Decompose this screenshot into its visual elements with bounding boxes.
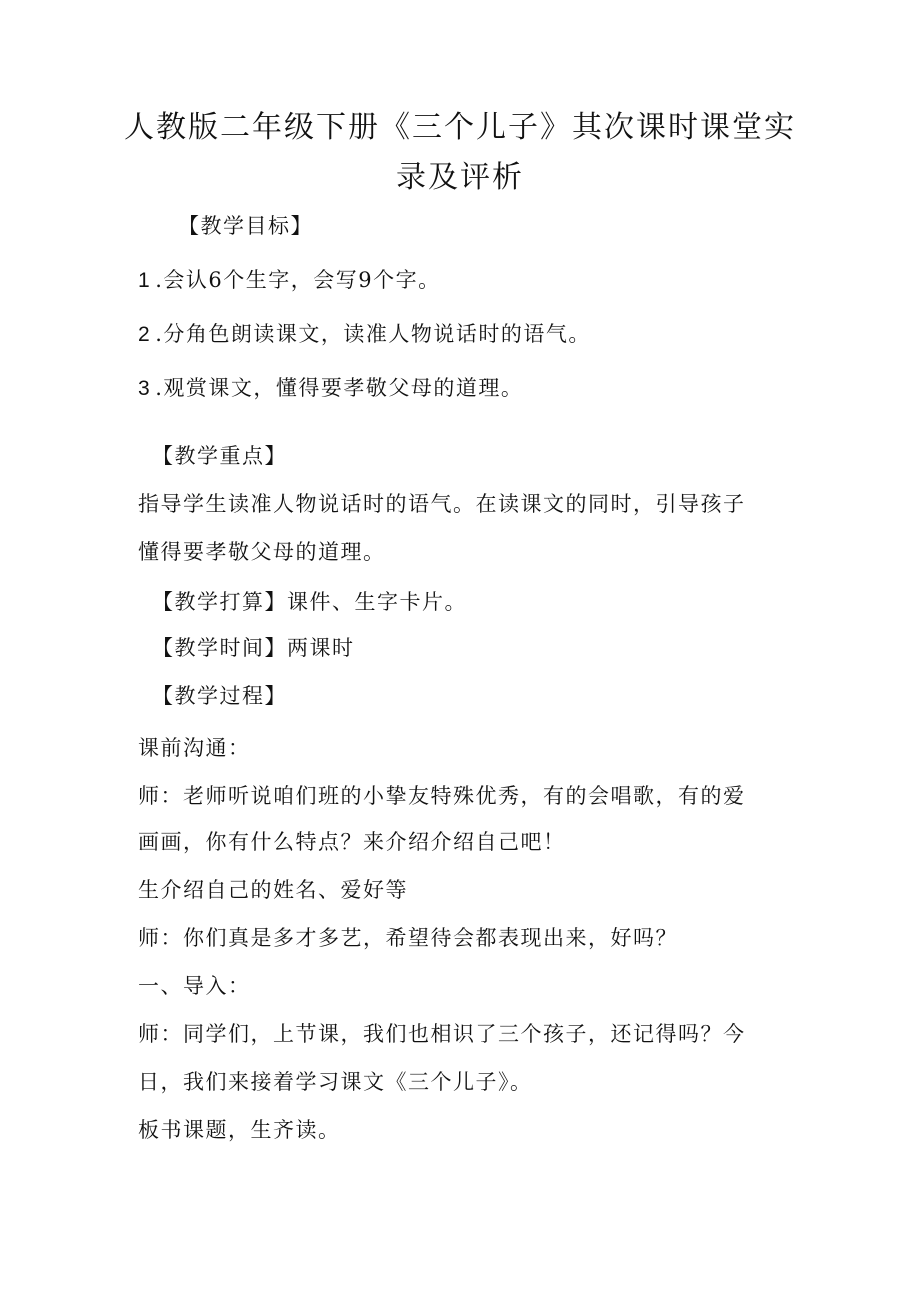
- intro-line: 师：同学们，上节课，我们也相识了三个孩子，还记得吗？今: [138, 1022, 746, 1046]
- objective-text: .观赏课文，懂得要孝敬父母的道理。: [155, 376, 524, 400]
- objective-item: [138, 266, 441, 295]
- key-points-line: 懂得要孝敬父母的道理。: [138, 540, 386, 564]
- objective-number: 3: [138, 377, 152, 400]
- teaching-time-line: 【教学时间】两课时: [152, 636, 355, 660]
- dialog-line: 生介绍自己的姓名、爱好等: [138, 878, 408, 902]
- objective-number: 1: [138, 269, 152, 292]
- objective-item: [138, 374, 523, 403]
- process-heading: 【教学过程】: [152, 684, 287, 708]
- intro-line: 日，我们来接着学习课文《三个儿子》。: [138, 1070, 533, 1094]
- intro-line: 板书课题，生齐读。: [138, 1118, 341, 1142]
- key-points-line: 指导学生读准人物说话时的语气。在读课文的同时，引导孩子: [138, 492, 746, 516]
- objective-item: [138, 320, 591, 349]
- key-points-heading: 【教学重点】: [152, 444, 287, 468]
- pre-class-label: 课前沟通：: [138, 736, 251, 760]
- document-title-line-2: 录及评析: [396, 160, 524, 195]
- objective-text: .分角色朗读课文，读准人物说话时的语气。: [155, 322, 591, 346]
- dialog-line: 师：你们真是多才多艺，希望待会都表现出来，好吗？: [138, 926, 678, 950]
- dialog-line: 画画，你有什么特点？来介绍介绍自己吧！: [138, 830, 566, 854]
- document-title-line-1: 人教版二年级下册《三个儿子》其次课时课堂实: [124, 110, 796, 145]
- section-heading: 一、导入：: [138, 974, 251, 998]
- preparation-line: 【教学打算】课件、生字卡片。: [152, 590, 467, 614]
- dialog-line: 师：老师听说咱们班的小挚友特殊优秀，有的会唱歌，有的爱: [138, 784, 746, 808]
- objectives-heading: 【教学目标】: [178, 214, 313, 238]
- objective-number: 2: [138, 323, 152, 346]
- objective-text: .会认6个生字，会写9个字。: [155, 268, 441, 292]
